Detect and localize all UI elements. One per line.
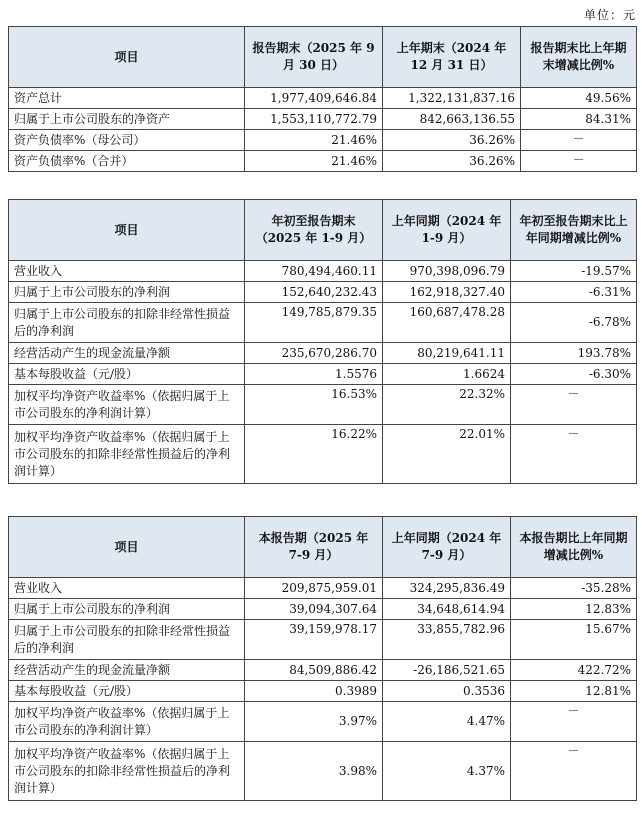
header-period-end: 报告期末（2025 年 9 月 30 日）: [245, 27, 383, 88]
header-prior-year-end: 上年期末（2024 年 12 月 31 日）: [383, 27, 521, 88]
unit-label: 单位：元: [583, 8, 636, 22]
header-item: 项目: [9, 27, 245, 88]
header-prior-quarter: 上年同期（2024 年 7-9 月）: [383, 517, 511, 578]
header-quarter: 本报告期（2025 年 7-9 月）: [245, 517, 383, 578]
row-value-c: -19.57%: [511, 261, 637, 282]
row-value-c: －: [521, 151, 637, 172]
row-value-a: 1,553,110,772.79: [245, 109, 383, 130]
row-value-a: 3.98%: [245, 742, 383, 801]
header-change-pct: 本报告期比上年同期增减比例%: [511, 517, 637, 578]
row-value-a: 235,670,286.70: [245, 343, 383, 364]
row-value-c: －: [511, 425, 637, 484]
row-item: 资产总计: [9, 88, 245, 109]
row-item: 营业收入: [9, 578, 245, 599]
row-item: 归属于上市公司股东的净利润: [9, 599, 245, 620]
row-item: 资产负债率%（母公司）: [9, 130, 245, 151]
table-header-row: [9, 200, 637, 261]
row-value-b: 22.01%: [383, 425, 511, 484]
row-item: 加权平均净资产收益率%（依据归属于上市公司股东的净利润计算）: [9, 385, 245, 425]
row-item: 归属于上市公司股东的扣除非经常性损益后的净利润: [9, 620, 245, 660]
row-item: 资产负债率%（合并）: [9, 151, 245, 172]
row-value-b: 162,918,327.40: [383, 282, 511, 303]
row-item: 经营活动产生的现金流量净额: [9, 660, 245, 681]
row-value-c: 49.56%: [521, 88, 637, 109]
row-value-b: 22.32%: [383, 385, 511, 425]
table-row: [9, 599, 637, 620]
row-value-c: 12.83%: [511, 599, 637, 620]
row-item: 归属于上市公司股东的净利润: [9, 282, 245, 303]
header-change-pct: 报告期末比上年期末增减比例%: [521, 27, 637, 88]
row-value-a: 16.22%: [245, 425, 383, 484]
table-row: [9, 109, 637, 130]
row-value-c: 193.78%: [511, 343, 637, 364]
table-row: [9, 364, 637, 385]
row-value-c: －: [511, 385, 637, 425]
row-value-a: 39,094,307.64: [245, 599, 383, 620]
row-value-a: 16.53%: [245, 385, 383, 425]
row-value-a: 152,640,232.43: [245, 282, 383, 303]
row-value-b: 33,855,782.96: [383, 620, 511, 660]
row-value-c: －: [511, 742, 637, 801]
row-value-b: 970,398,096.79: [383, 261, 511, 282]
row-value-c: －: [511, 702, 637, 742]
table-row: [9, 681, 637, 702]
table-row: [9, 151, 637, 172]
table-header-row: [9, 517, 637, 578]
row-value-b: 36.26%: [383, 130, 521, 151]
row-value-c: -6.30%: [511, 364, 637, 385]
row-value-b: 324,295,836.49: [383, 578, 511, 599]
row-item: 归属于上市公司股东的扣除非经常性损益后的净利润: [9, 303, 245, 343]
row-value-a: 1,977,409,646.84: [245, 88, 383, 109]
row-value-c: -6.31%: [511, 282, 637, 303]
header-item: 项目: [9, 517, 245, 578]
header-ytd: 年初至报告期末（2025 年 1-9 月）: [245, 200, 383, 261]
row-value-b: 1.6624: [383, 364, 511, 385]
row-value-b: 0.3536: [383, 681, 511, 702]
row-item: 归属于上市公司股东的净资产: [9, 109, 245, 130]
row-value-a: 149,785,879.35: [245, 303, 383, 343]
row-value-c: 84.31%: [521, 109, 637, 130]
row-value-a: 209,875,959.01: [245, 578, 383, 599]
row-value-a: 1.5576: [245, 364, 383, 385]
row-value-b: 34,648,614.94: [383, 599, 511, 620]
row-value-c: －: [521, 130, 637, 151]
row-value-c: 12.81%: [511, 681, 637, 702]
row-value-a: 21.46%: [245, 130, 383, 151]
row-value-a: 84,509,886.42: [245, 660, 383, 681]
row-value-c: -35.28%: [511, 578, 637, 599]
table-row: [9, 620, 637, 660]
row-value-b: 4.37%: [383, 742, 511, 801]
quarter-table: [8, 516, 637, 801]
row-item: 加权平均净资产收益率%（依据归属于上市公司股东的扣除非经常性损益后的净利润计算）: [9, 742, 245, 801]
row-value-c: -6.78%: [511, 303, 637, 343]
row-value-b: 80,219,641.11: [383, 343, 511, 364]
table-row: [9, 343, 637, 364]
row-item: 经营活动产生的现金流量净额: [9, 343, 245, 364]
row-item: 基本每股收益（元/股）: [9, 681, 245, 702]
table-row: [9, 88, 637, 109]
row-value-a: 0.3989: [245, 681, 383, 702]
row-value-c: 15.67%: [511, 620, 637, 660]
table-row: [9, 385, 637, 425]
row-value-b: 4.47%: [383, 702, 511, 742]
row-value-b: 160,687,478.28: [383, 303, 511, 343]
table-row: [9, 303, 637, 343]
row-item: 加权平均净资产收益率%（依据归属于上市公司股东的扣除非经常性损益后的净利润计算）: [9, 425, 245, 484]
table-row: [9, 578, 637, 599]
table-row: [9, 130, 637, 151]
table-row: [9, 702, 637, 742]
row-value-b: 842,663,136.55: [383, 109, 521, 130]
row-value-c: 422.72%: [511, 660, 637, 681]
row-item: 基本每股收益（元/股）: [9, 364, 245, 385]
table-row: [9, 425, 637, 484]
table-row: [9, 660, 637, 681]
row-value-b: -26,186,521.65: [383, 660, 511, 681]
row-value-a: 39,159,978.17: [245, 620, 383, 660]
header-prior-ytd: 上年同期（2024 年 1-9 月）: [383, 200, 511, 261]
header-item: 项目: [9, 200, 245, 261]
table-header-row: [9, 27, 637, 88]
header-change-pct: 年初至报告期末比上年同期增减比例%: [511, 200, 637, 261]
balance-table: [8, 26, 637, 172]
table-row: [9, 261, 637, 282]
row-value-a: 780,494,460.11: [245, 261, 383, 282]
table-row: [9, 282, 637, 303]
table-row: [9, 742, 637, 801]
ytd-table: [8, 199, 637, 484]
row-value-a: 3.97%: [245, 702, 383, 742]
row-value-a: 21.46%: [245, 151, 383, 172]
row-value-b: 1,322,131,837.16: [383, 88, 521, 109]
row-item: 加权平均净资产收益率%（依据归属于上市公司股东的净利润计算）: [9, 702, 245, 742]
row-item: 营业收入: [9, 261, 245, 282]
row-value-b: 36.26%: [383, 151, 521, 172]
